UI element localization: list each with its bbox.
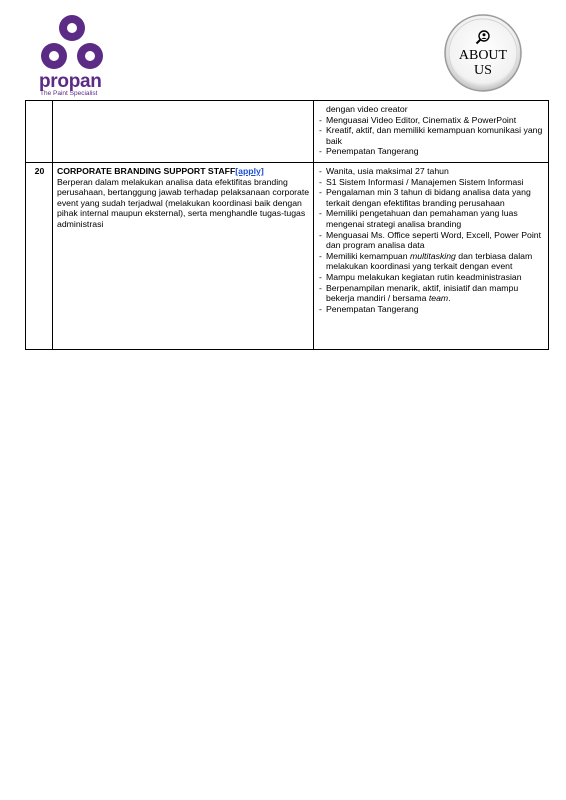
requirements-cell	[314, 163, 549, 350]
requirements-list	[318, 166, 545, 314]
requirement-item: - Kreatif, aktif, dan memiliki kemampuan komunikasi yang baik	[318, 125, 545, 146]
brand-tagline: The Paint Specialist	[40, 90, 98, 97]
job-table	[25, 100, 549, 350]
table-row	[26, 163, 549, 350]
requirement-item: - Penempatan Tangerang	[318, 146, 545, 157]
requirements-cell	[314, 101, 549, 163]
brand-name: propan	[39, 71, 102, 92]
table-row	[26, 101, 549, 163]
job-description: Berperan dalam melakukan analisa data efektifitas branding perusahaan, bertanggung jawab terhadap pelaksanaan corporate event yang sudah terjadwal (melakukan koordinasi baik dengan pihak internal maupun eksternal), serta menghandle tugas-tugas administrasi	[57, 176, 310, 229]
about-label-line2: US	[474, 63, 492, 78]
requirement-item: - Berpenampilan menarik, aktif, inisiatif dan mampu bekerja mandiri / bersama team.	[318, 283, 545, 304]
requirement-item: - Penempatan Tangerang	[318, 304, 545, 315]
job-description-cell	[53, 163, 314, 350]
row-number: 20	[26, 163, 53, 350]
requirement-item: - Pengalaman min 3 tahun di bidang analisa data yang terkait dengan efektifitas branding perusahaan	[318, 187, 545, 208]
job-title: CORPORATE BRANDING SUPPORT STAFF	[57, 166, 236, 176]
job-description-cell	[53, 101, 314, 163]
search-person-icon	[475, 29, 491, 45]
requirement-item: - Menguasai Video Editor, Cinematix & PowerPoint	[318, 115, 545, 126]
requirement-item: - Mampu melakukan kegiatan rutin keadministrasian	[318, 272, 545, 283]
row-number	[26, 101, 53, 163]
requirement-item: - Menguasai Ms. Office seperti Word, Excell, Power Point dan program analisa data	[318, 230, 545, 251]
about-us-button[interactable]	[443, 13, 523, 93]
apply-link[interactable]: [apply]	[235, 166, 264, 176]
requirement-item: - Memiliki kemampuan multitasking dan terbiasa dalam melakukan koordinasi yang terkait dengan event	[318, 251, 545, 272]
about-label-line1: ABOUT	[458, 48, 508, 63]
requirements-list	[318, 104, 545, 157]
requirement-item: - Wanita, usia maksimal 27 tahun	[318, 166, 545, 177]
propan-logo-mark	[40, 14, 104, 74]
requirement-item: dengan video creator	[326, 104, 408, 114]
requirement-item: - Memiliki pengetahuan dan pemahaman yang luas mengenai strategi analisa branding	[318, 208, 545, 229]
requirement-item: - S1 Sistem Informasi / Manajemen Sistem Informasi	[318, 177, 545, 188]
job-heading	[57, 166, 310, 177]
